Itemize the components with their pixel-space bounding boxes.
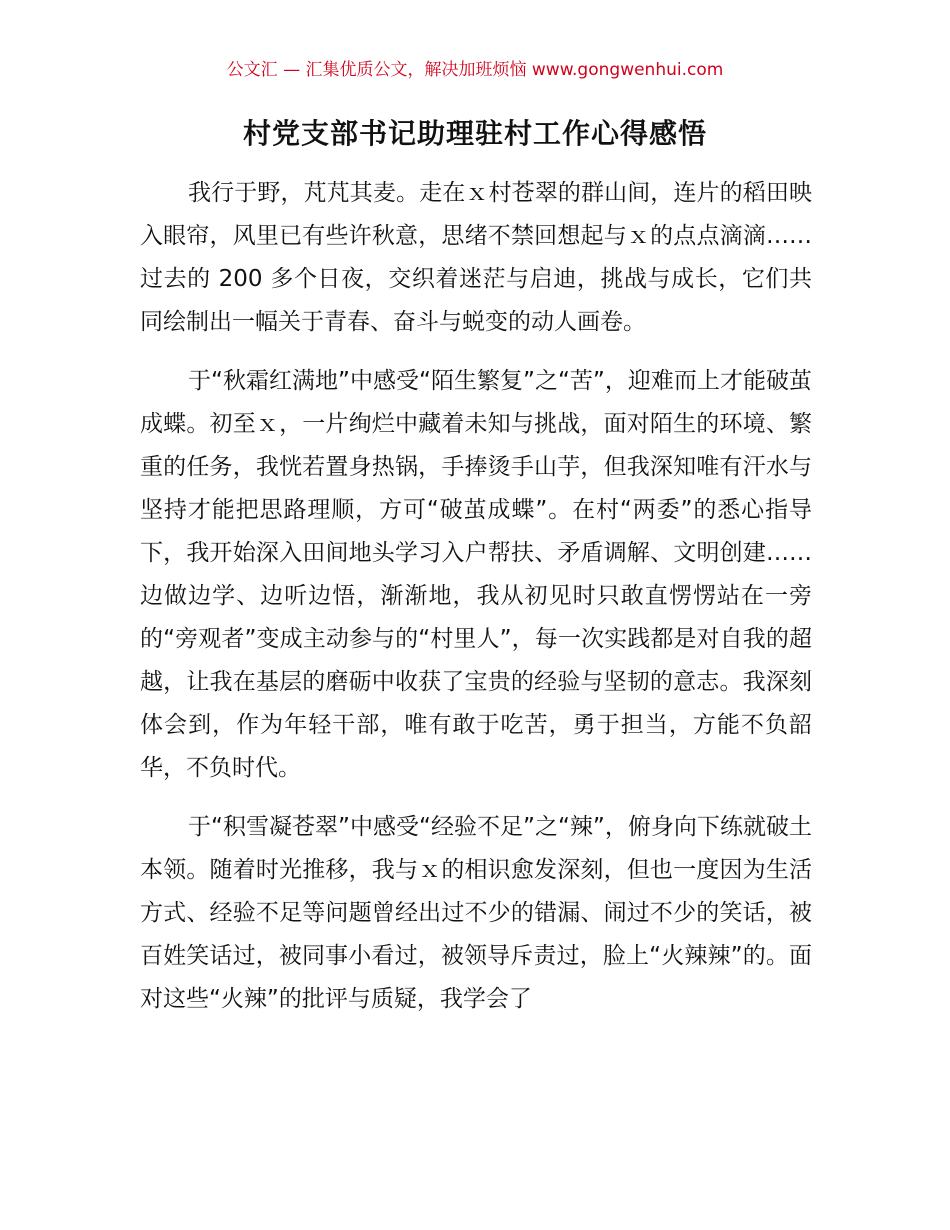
- paragraph-autumn-frost: 于“秋霜红满地”中感受“陌生繁复”之“苦”，迎难而上才能破茧成蝶。初至ｘ，一片绚烂中藏着未知与挑战，面对陌生的环境、繁重的任务，我恍若置身热锅，手捧烫手山芋，但我深知唯有汗水与坚持才能把思路理顺，方可“破茧成蝶”。在村“两委”的悉心指导下，我开始深入田间地头学习入户帮扶、矛盾调解、文明创建……边做边学、边听边悟，渐渐地，我从初见时只敢直愣愣站在一旁的“旁观者”变成主动参与的“村里人”，每一次实践都是对自我的超越，让我在基层的磨砺中收获了宝贵的经验与坚韧的意志。我深刻体会到，作为年轻干部，唯有敢于吃苦，勇于担当，方能不负韶华，不负时代。: [140, 368, 812, 781]
- paragraph-intro: 我行于野，芃芃其麦。走在ｘ村苍翠的群山间，连片的稻田映入眼帘，风里已有些许秋意，思绪不禁回想起与ｘ的点点滴滴……过去的 200 多个日夜，交织着迷茫与启迪，挑战与成长，它们共同绘制出一幅关于青春、奋斗与蜕变的动人画卷。: [140, 180, 812, 335]
- site-header-banner: 公文汇 — 汇集优质公文，解决加班烦恼 www.gongwenhui.com: [226, 60, 724, 80]
- document-title: 村党支部书记助理驻村工作心得感悟: [242, 117, 707, 150]
- document-body: [140, 172, 812, 1037]
- paragraph-winter-snow: 于“积雪凝苍翠”中感受“经验不足”之“辣”，俯身向下练就破土本领。随着时光推移，我与ｘ的相识愈发深刻，但也一度因为生活方式、经验不足等问题曾经出过不少的错漏、闹过不少的笑话，被百姓笑话过，被同事小看过，被领导斥责过，脸上“火辣辣”的。面对这些“火辣”的批评与质疑，我学会了: [140, 814, 812, 1012]
